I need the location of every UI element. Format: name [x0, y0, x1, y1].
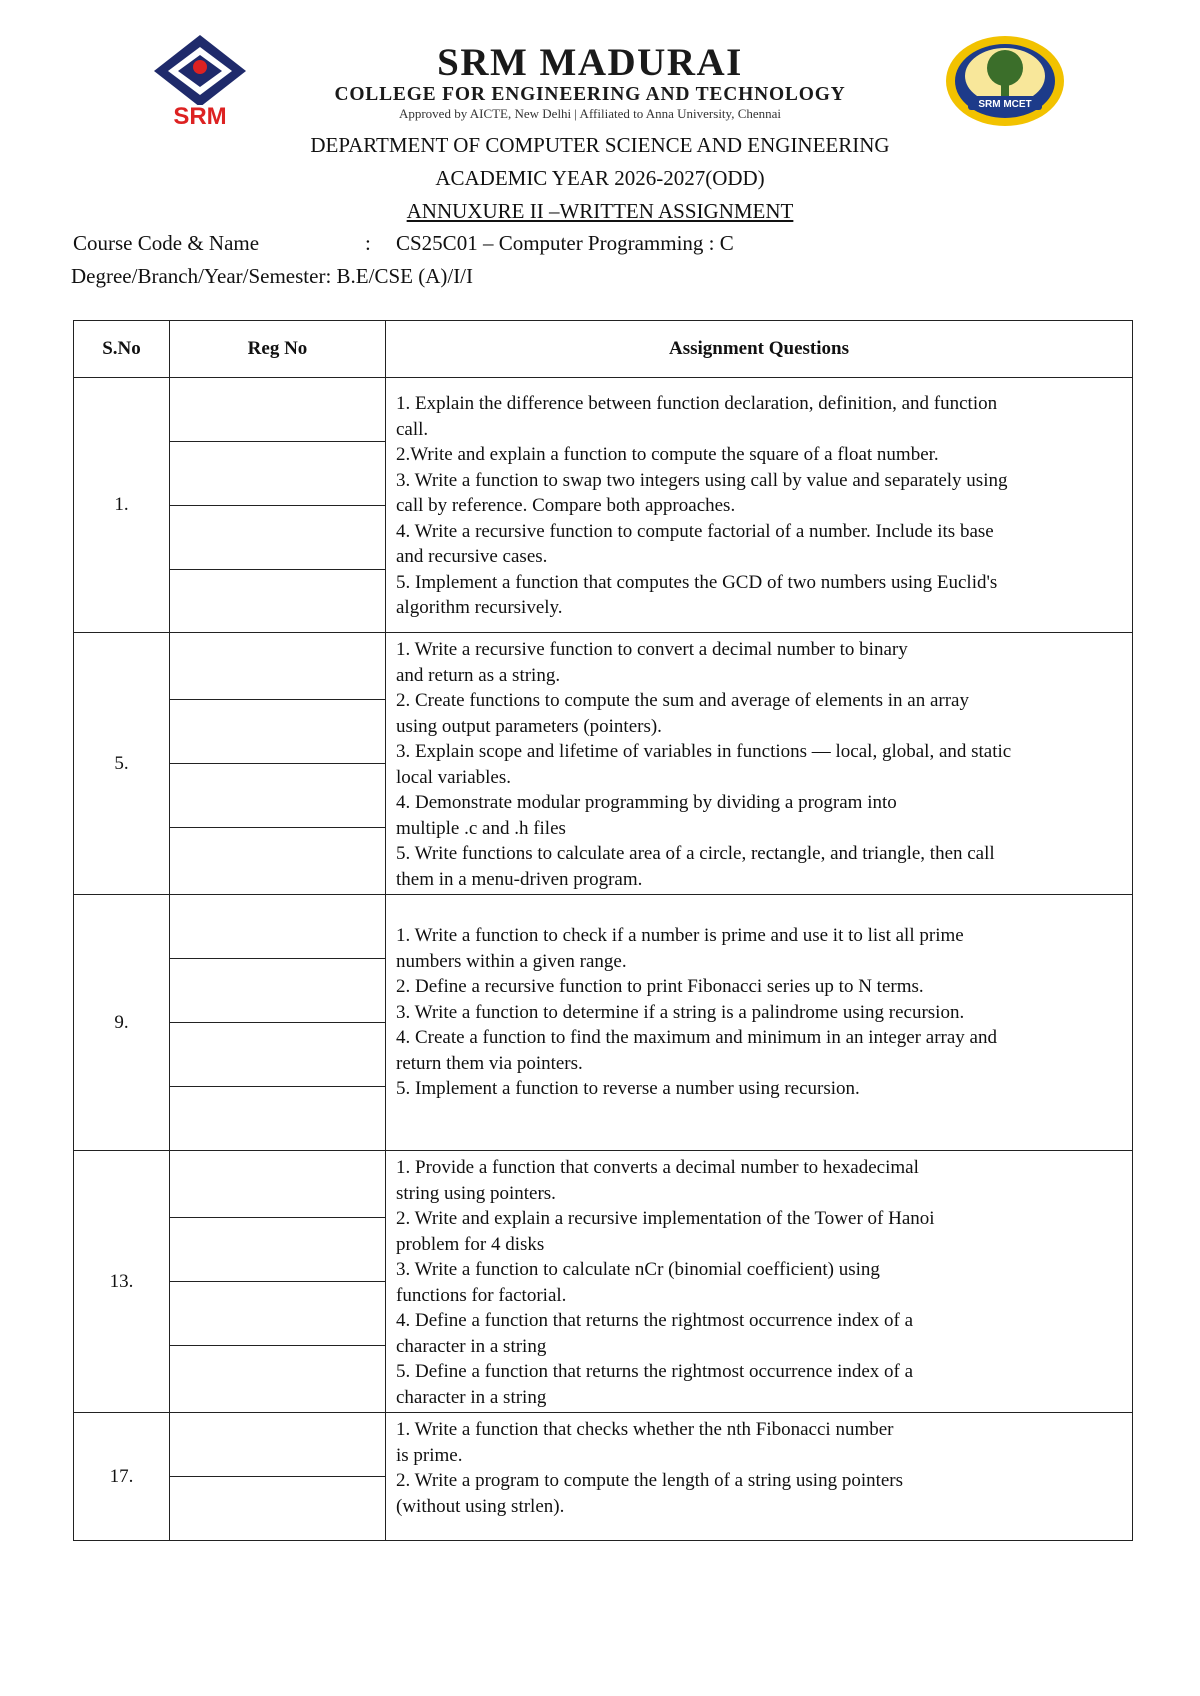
- questions-cell: [386, 895, 1133, 1151]
- reg-no-slot[interactable]: [170, 1087, 385, 1150]
- table-row: [74, 1151, 1133, 1413]
- srm-mcet-seal: [944, 34, 1066, 128]
- sno-cell: 17.: [74, 1413, 170, 1541]
- table-row: [74, 633, 1133, 895]
- header-reg-no: Reg No: [170, 321, 386, 378]
- question-line: 2. Define a recursive function to print Fibonacci series up to N terms.: [396, 976, 924, 997]
- question-line: 5. Implement a function that computes the GCD of two numbers using Euclid's: [396, 571, 998, 593]
- reg-no-slot[interactable]: [170, 700, 385, 764]
- question-line: 2. Create functions to compute the sum and average of elements in an array: [396, 690, 969, 711]
- course-code-value: CS25C01 – Computer Programming : C: [396, 231, 734, 255]
- question-line: 1. Write a recursive function to convert a decimal number to binary: [396, 639, 908, 660]
- questions-cell: [386, 1413, 1133, 1541]
- svg-text:SRM MCET: SRM MCET: [978, 99, 1032, 110]
- questions-cell: [386, 1151, 1133, 1413]
- question-line: call by reference. Compare both approaches.: [396, 495, 736, 517]
- question-line: 5. Write functions to calculate area of a circle, rectangle, and triangle, then call: [396, 843, 995, 864]
- reg-no-slot[interactable]: [170, 506, 385, 570]
- reg-no-slot[interactable]: [170, 442, 385, 506]
- question-line: and return as a string.: [396, 664, 561, 686]
- question-line: 5. Implement a function to reverse a number using recursion.: [396, 1078, 860, 1099]
- question-line: 1. Write a function that checks whether the nth Fibonacci number: [396, 1419, 894, 1440]
- reg-no-cell: [170, 1413, 386, 1541]
- sno-cell: 9.: [74, 895, 170, 1151]
- institution-name: SRM MADURAI: [437, 41, 743, 84]
- questions-cell: [386, 378, 1133, 633]
- sno-cell: 5.: [74, 633, 170, 895]
- reg-no-slot[interactable]: [170, 895, 385, 959]
- table-row: [74, 1413, 1133, 1541]
- degree-branch-line: Degree/Branch/Year/Semester: B.E/CSE (A)/I/I: [71, 264, 474, 288]
- question-line: 3. Explain scope and lifetime of variables in functions — local, global, and static: [396, 741, 1012, 762]
- assignment-table: [73, 320, 1133, 1541]
- svg-text:SRM: SRM: [173, 103, 227, 129]
- question-line: 2. Write a program to compute the length of a string using pointers: [396, 1470, 904, 1491]
- question-line: 4. Demonstrate modular programming by dividing a program into: [396, 792, 897, 813]
- reg-no-slot[interactable]: [170, 1282, 385, 1346]
- question-line: problem for 4 disks: [396, 1233, 545, 1255]
- question-line: local variables.: [396, 766, 512, 788]
- question-line: 4. Define a function that returns the rightmost occurrence index of a: [396, 1310, 914, 1331]
- question-line: and recursive cases.: [396, 546, 548, 568]
- annexure-title: ANNUXURE II –WRITTEN ASSIGNMENT: [406, 199, 794, 223]
- question-line: call.: [396, 418, 429, 440]
- question-line: 1. Write a function to check if a number is prime and use it to list all prime: [396, 925, 964, 946]
- question-line: 4. Create a function to find the maximum and minimum in an integer array and: [396, 1027, 997, 1048]
- institution-subtitle: COLLEGE FOR ENGINEERING AND TECHNOLOGY: [334, 84, 846, 105]
- reg-no-slot[interactable]: [170, 636, 385, 700]
- question-line: using output parameters (pointers).: [396, 715, 662, 737]
- academic-year: ACADEMIC YEAR 2026-2027(ODD): [435, 166, 765, 190]
- reg-no-slot[interactable]: [170, 1023, 385, 1087]
- question-line: is prime.: [396, 1444, 463, 1466]
- table-header-row: [74, 321, 1133, 378]
- question-line: multiple .c and .h files: [396, 817, 566, 839]
- course-code-colon: :: [365, 231, 371, 255]
- reg-no-slot[interactable]: [170, 1346, 385, 1410]
- question-line: functions for factorial.: [396, 1284, 567, 1306]
- question-line: numbers within a given range.: [396, 950, 627, 972]
- course-code-label: Course Code & Name: [73, 231, 260, 255]
- header-sno: S.No: [74, 321, 170, 378]
- reg-no-slot[interactable]: [170, 959, 385, 1023]
- reg-no-cell: [170, 1151, 386, 1413]
- reg-no-slot[interactable]: [170, 1477, 385, 1540]
- reg-no-slot[interactable]: [170, 764, 385, 828]
- question-line: character in a string: [396, 1335, 547, 1357]
- reg-no-slot[interactable]: [170, 828, 385, 891]
- reg-no-slot[interactable]: [170, 1218, 385, 1282]
- questions-cell: [386, 633, 1133, 895]
- reg-no-slot[interactable]: [170, 570, 385, 632]
- question-line: (without using strlen).: [396, 1495, 565, 1517]
- question-line: 3. Write a function to swap two integers using call by value and separately using: [396, 469, 1008, 491]
- reg-no-cell: [170, 895, 386, 1151]
- srm-logo: [150, 33, 250, 129]
- reg-no-slot[interactable]: [170, 1413, 385, 1477]
- reg-no-cell: [170, 378, 386, 633]
- question-line: 2. Write and explain a recursive implementation of the Tower of Hanoi: [396, 1208, 935, 1229]
- sno-cell: 1.: [74, 378, 170, 633]
- question-line: 3. Write a function to calculate nCr (binomial coefficient) using: [396, 1259, 880, 1280]
- table-row: [74, 895, 1133, 1151]
- question-line: 1. Provide a function that converts a decimal number to hexadecimal: [396, 1157, 919, 1178]
- question-line: string using pointers.: [396, 1182, 556, 1204]
- question-line: algorithm recursively.: [396, 597, 563, 619]
- header-questions: Assignment Questions: [386, 321, 1133, 378]
- question-line: return them via pointers.: [396, 1052, 583, 1074]
- question-line: them in a menu-driven program.: [396, 868, 643, 890]
- sno-cell: 13.: [74, 1151, 170, 1413]
- question-line: 2.Write and explain a function to compute the square of a float number.: [396, 444, 939, 466]
- reg-no-slot[interactable]: [170, 1154, 385, 1218]
- question-line: character in a string: [396, 1386, 547, 1408]
- department-title: DEPARTMENT OF COMPUTER SCIENCE AND ENGINEERING: [310, 133, 890, 157]
- institution-approval: Approved by AICTE, New Delhi | Affiliated to Anna University, Chennai: [398, 106, 782, 121]
- question-line: 5. Define a function that returns the rightmost occurrence index of a: [396, 1361, 914, 1382]
- question-line: 4. Write a recursive function to compute factorial of a number. Include its base: [396, 520, 994, 542]
- table-row: [74, 378, 1133, 633]
- reg-no-cell: [170, 633, 386, 895]
- question-line: 1. Explain the difference between function declaration, definition, and function: [396, 393, 998, 415]
- reg-no-slot[interactable]: [170, 378, 385, 442]
- question-line: 3. Write a function to determine if a string is a palindrome using recursion.: [396, 1001, 965, 1023]
